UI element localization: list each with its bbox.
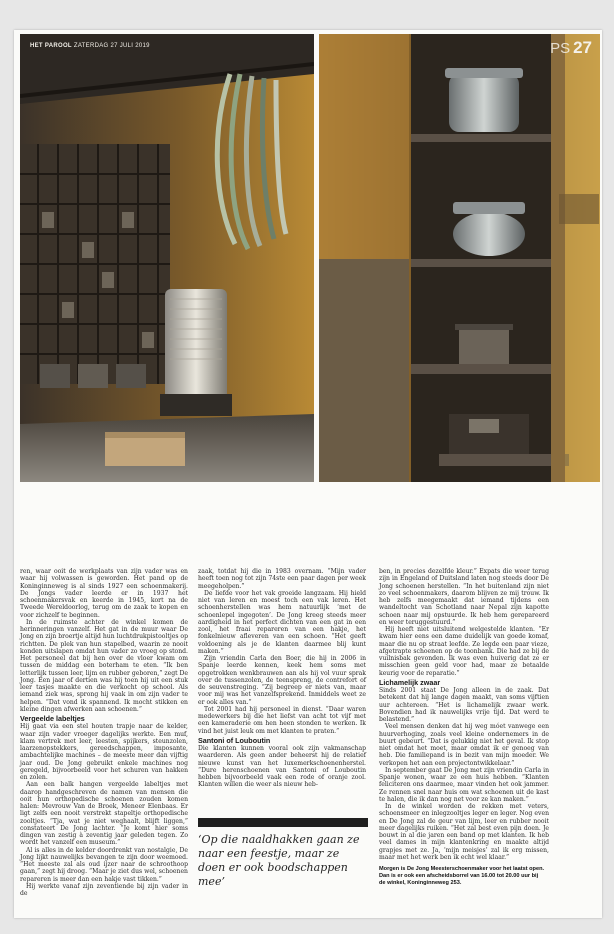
masthead-brand: HET PAROOL — [30, 43, 72, 49]
paragraph: zaak, totdat hij die in 1983 overnam. “Mijn vader heeft toen nog tot zijn 74ste een paar dagen per week meegeholpen.” — [198, 568, 366, 590]
paragraph: De liefde voor het vak groeide langzaam. Hij hield niet van leren en moest toch een vak leren. Het schoenherstellen was hem natuurlijk ‘met de schoenlepel ingegoten’. De Jong kreeg steeds meer aardigheid in het perfect dichten van een gat in een zool, het fraai repareren van een hakje, het fonkelnieuw afleveren van een schoen. “Het geeft voldoening als je de klanten daarmee blij kunt maken.” — [198, 589, 366, 655]
subheading-santoni-of-louboutin: Santoni of Louboutin — [198, 735, 271, 745]
basement-photo-illustration — [20, 34, 314, 482]
newspaper-page — [14, 30, 602, 918]
paragraph: Hij gaat via een stel houten trapje naar de kelder, waar zijn vader vroeger dagelijks werkte. Een muf, klam vertrek met leer, leesten, spijkers, steunzolen, laarzenopstekkers, gereedschappen, imposante, ambachtelijke machines – de meeste meer dan vijftig jaar oud. De Jong gebruikt enkele machines nog geregeld, bijvoorbeeld voor het schuren van hakken en zolen. — [20, 723, 188, 781]
paragraph: Hij heeft niet uitsluitend welgestelde klanten. “Er kwam hier eens een dame duidelijk van goede komaf, maar die nu op straat leefde. Ze legde een paar vieze, afgetrapte schoenen op de toonbank. Die had ze bij de vuilnisbak gevonden. Ik was even huiverig dat ze er misschien geen geld voor had, maar ze betaalde keurig voor de reparatie.” — [379, 626, 549, 677]
paragraph: Al is alles in de kelder doordrenkt van nostalgie, De Jong lijkt nauwelijks bevangen te zijn door weemoed. “Het meeste zal als oud ijzer naar de schroothoop gaan,” zegt hij droog. “Maar je ziet dus wel, schoenen repareren is meer dan een hakje vast tikken.” — [20, 846, 188, 883]
closing-note — [379, 866, 549, 887]
paragraph: In de winkel worden de rekken met veters, schoensmeer en inlegzooltjes leger en leger. Nog even en De Jong zal de geur van lijm, leer en rubber nooit meer dagelijks ruiken. “Het zal best even pijn doen. Je bouwt in al die jaren een band op met klanten. Ik heb veel dames in mijn klantenkring en maakte altijd grapjes met ze. Ja, ‘mijn meisjes’ zal ik erg missen, maar met het werk ben ik echt wel klaar.” — [379, 803, 549, 861]
paragraph: Tot 2001 had hij personeel in dienst. “Daar waren medewerkers bij die het liefst van acht tot vijf met een kameraderie om hen heen stonden te werken. Ik vind het juist leuk om met klanten te praten.” — [198, 705, 366, 735]
paragraph: Veel mensen denken dat hij weg móet vanwege een huurverhoging, zoals veel kleine ondernemers in de buurt gebeurt. “Dat is gelukkig niet het geval. Ik stop niet omdat het moet, maar omdat ik er genoeg van heb. Die familiepand is in bezit van mijn moeder. We verkopen het aan een projectontwikkelaar.” — [379, 723, 549, 767]
section-tag — [550, 38, 592, 58]
paragraph: ben, in precies dezelfde kleur.” Expats die weer terug zijn in Engeland of Duitsland laten nog steeds door De Jong schoenen herstellen. “In het buitenland zijn niet zo veel schoenmakers, daarom blijven ze mij trouw. Ik heb zelfs meegemaakt dat iemand tijdens een wandeltocht van Schotland naar Nepal zijn kapotte schoen naar mij opstuurde. Ik heb hem gerepareerd en weer teruggestuurd.” — [379, 568, 549, 626]
paragraph: In september gaat De Jong met zijn vriendin Carla in Spanje wonen, waar ze een huis hebben. “Klanten feliciteren ons daarmee, maar vinden het ook jammer. Ze rennen snel naar huis om wat schoenen uit de kast te halen, die ik dan nog net voor ze kan maken.” — [379, 766, 549, 803]
basement-photo — [20, 34, 314, 482]
pull-quote: ‘Op die naaldhakken gaan ze naar een feestje, maar ze doen er ook boodschappen mee’ — [198, 818, 368, 889]
subheading-lichamelijk-zwaar: Lichamelijk zwaar — [379, 677, 441, 687]
closing-note-line: Morgen is De Jong Meesterschoenmaker voor het laatst open. — [379, 866, 545, 872]
closing-note-line: de winkel, Koninginneweg 253. — [379, 880, 462, 886]
paragraph: ren, waar ooit de werkplaats van zijn vader was en waar hij volwassen is geworden. Het pand op de Koninginneweg is al sinds 1927 een schoenmakerij. De Jongs vader leerde er in 1937 het schoenmakersvak en keerde in 1945, kort na de Tweede Wereldoorlog, terug om de zaak te kopen en voor zichzelf te beginnen. — [20, 568, 188, 619]
section-label: PS — [550, 40, 571, 57]
paragraph: Aan een balk hangen vergeelde labeltjes met daarop handgeschreven de namen van mensen die ooit hun orthopedische schoenen zouden komen halen: Mevrouw Van de Broek, Meneer Elenbaas. Er ligt zelfs een nooit verstrekt stapeltje orthopedische zooltjes. “Tja, wat je niet weghaalt, blijft liggen,” constateert De Jong lachter. “Je komt hier soms dingen van zestig à zeventig jaar geleden tegen. Zo wordt het vanzelf een museum.” — [20, 781, 188, 847]
article-column-3 — [379, 568, 549, 887]
paragraph: Zijn vriendin Carla den Boer, die hij in 2006 in Spanje leerde kennen, keek hem soms met opgetrokken wenkbrauwen aan als hij vol vuur sprak over de tussenzolen, de teenspreng, de contrefort of de seuvenstreging. “Zij begreep er niets van, maar voor mij was het vanzelfsprekend. Inmiddels weet ze er ook alles van.” — [198, 655, 366, 706]
page-number: 27 — [573, 38, 592, 57]
masthead — [30, 43, 150, 49]
paragraph: Sinds 2001 staat De Jong alleen in de zaak. Dat betekent dat hij lange dagen maakt, van soms vijftien uur achtereen. “Het is lichamelijk zwaar werk. Bovendien had ik nauwelijks vrije tijd. Dat werd te belastend.” — [379, 687, 549, 723]
article-column-2 — [198, 568, 366, 789]
paragraph: In de ruimste achter de winkel komen de herinneringen vanzelf. Het gat in de muur waar De Jong en zijn broertje altijd hun luchtdrukpistooltjes op richtten. De plek van hun stapelbed, waarin ze nooit konden uitslapen omdat hun vader zo vroeg op stond. Het personeel dat bij hen over de vloer kwam om tussen de middag een boterham te eten. “Ik ben letterlijk tussen leer, lijm en rubber geboren,” zegt De Jong. Een jaar of dertien was hij toen hij uit een stuk leer tasjes maakte en die verkocht op school. Als iemand ziek was, sprong hij vaak in om zijn vader te helpen. “Dat vond ik spannend. Ik mocht stikken en kleine dingen afwerken aan schoenen.” — [20, 618, 188, 713]
paragraph: Hij werkte vanaf zijn zeventiende bij zijn vader in de — [20, 882, 188, 897]
paragraph: Die klanten kunnen vooral ook zijn vakmanschap waarderen. Als geen ander beheerst hij de relatief nieuwe kunst van het luxemerkschoenenherstel. “Dure herenschoenen van Santoni of Louboutin hebben bijvoorbeeld vaak een rode of oranje zool. Klanten willen die weer als nieuw heb- — [198, 745, 366, 789]
closing-note-line: Dan is er ook een afscheidsborrel van 16.00 tot 20.00 uur bij — [379, 873, 539, 879]
workbench-photo-illustration — [319, 34, 600, 482]
workbench-photo — [319, 34, 600, 482]
article-column-1 — [20, 568, 188, 897]
masthead-date: ZATERDAG 27 JULI 2019 — [73, 43, 150, 49]
subheading-vergeelde-labeltjes: Vergeelde labeltjes — [20, 714, 85, 723]
